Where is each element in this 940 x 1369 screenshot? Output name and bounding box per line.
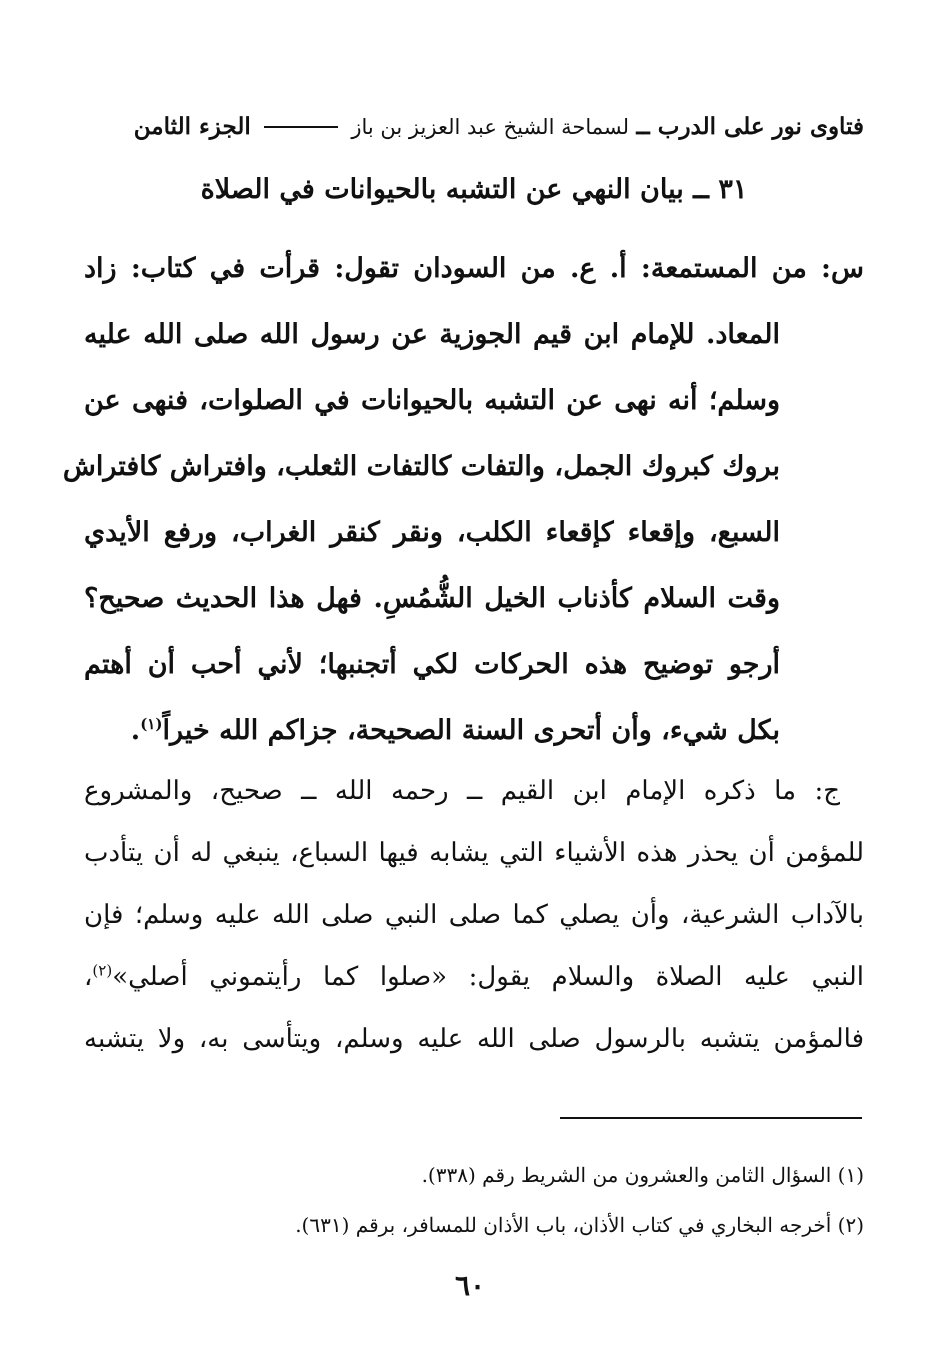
- header-rule: [264, 126, 338, 128]
- header-book-title: فتاوى نور على الدرب ــ: [636, 113, 864, 140]
- question-line: بروك كبروك الجمل، والتفات كالتفات الثعلب، وافتراش كافتراش: [62, 451, 780, 482]
- question-line: وسلم؛ أنه نهى عن التشبه بالحيوانات في الصلوات، فنهى عن: [84, 385, 780, 416]
- question-line: س: من المستمعة: أ. ع. من السودان تقول: قرأت في كتاب: زاد: [84, 253, 864, 284]
- footnote-item: (٢) أخرجه البخاري في كتاب الأذان، باب الأذان للمسافر، برقم (٦٣١).: [295, 1213, 864, 1237]
- footnote-ref-1[interactable]: (١): [140, 715, 163, 733]
- answer-line: ج: ما ذكره الإمام ابن القيم ــ رحمه الله ــ صحيح، والمشروع: [84, 776, 840, 806]
- answer-line-text: النبي عليه الصلاة والسلام يقول: «صلوا كما رأيتموني أصلي»: [112, 962, 864, 992]
- question-line: السبع، وإقعاء كإقعاء الكلب، ونقر كنقر الغراب، ورفع الأيدي: [84, 517, 780, 548]
- question-block: [62, 236, 864, 764]
- answer-line: للمؤمن أن يحذر هذه الأشياء التي يشابه فيها السباع، ينبغي له أن يتأدب: [84, 838, 864, 868]
- question-end-mark: .: [130, 715, 141, 746]
- header-author: لسماحة الشيخ عبد العزيز بن باز: [351, 115, 629, 139]
- question-line: وقت السلام كأذناب الخيل الشُّمُسِ. فهل هذا الحديث صحيح؟: [84, 583, 780, 614]
- footnote-divider: [560, 1117, 862, 1119]
- answer-line-tail: ،: [84, 962, 93, 992]
- running-header: [84, 106, 864, 146]
- footnote-item: (١) السؤال الثامن والعشرون من الشريط رقم (٣٣٨).: [421, 1163, 864, 1187]
- question-line: المعاد. للإمام ابن قيم الجوزية عن رسول الله صلى الله عليه: [84, 319, 780, 350]
- footnotes: [84, 1150, 864, 1250]
- answer-line: بالآداب الشرعية، وأن يصلي كما صلى النبي صلى الله عليه وسلم؛ فإن: [84, 900, 864, 930]
- header-part: الجزء الثامن: [133, 113, 251, 140]
- answer-block: [84, 760, 864, 1070]
- question-line-last: [84, 698, 864, 764]
- footnote-ref-2[interactable]: (٢): [92, 961, 113, 980]
- question-line-text: بكل شيء، وأن أتحرى السنة الصحيحة، جزاكم الله خيراً: [162, 715, 780, 746]
- section-title: ٣١ ــ بيان النهي عن التشبه بالحيوانات في الصلاة: [200, 174, 748, 205]
- page-number: ٦٠: [454, 1269, 486, 1302]
- answer-line: فالمؤمن يتشبه بالرسول صلى الله عليه وسلم، ويتأسى به، ولا يتشبه: [84, 1024, 864, 1054]
- question-line: أرجو توضيح هذه الحركات لكي أتجنبها؛ لأني أحب أن أهتم: [84, 649, 780, 680]
- answer-line-with-ref: [84, 946, 864, 1008]
